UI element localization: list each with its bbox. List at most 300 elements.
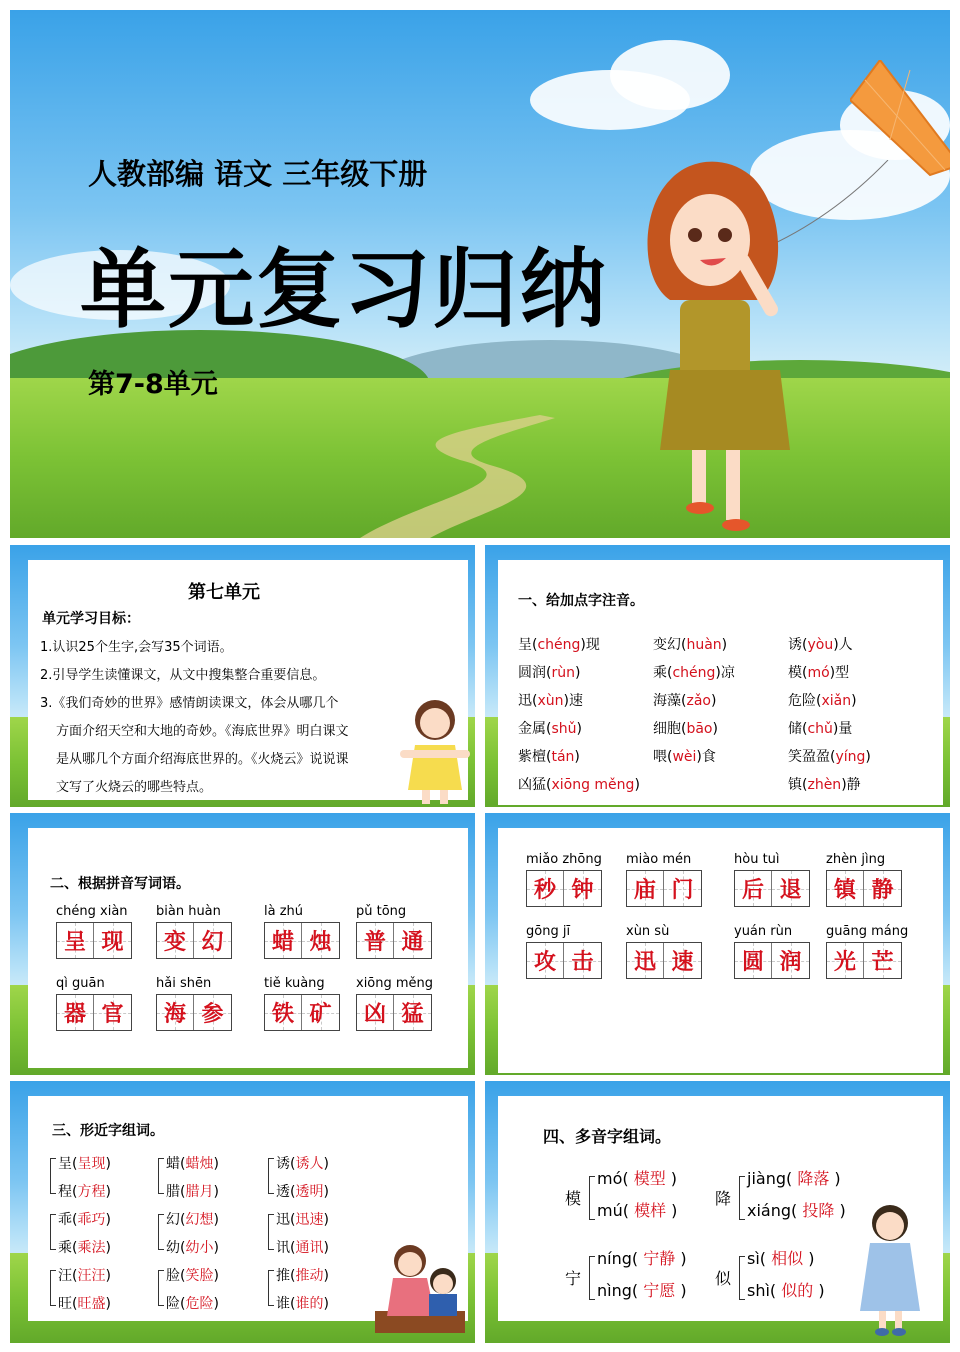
goal-line: 1.认识25个生字,会写35个词语。 <box>40 640 233 655</box>
answer-char: 退 <box>779 877 802 903</box>
goal-line: 3.《我们奇妙的世界》感情朗读课文，体会从哪几个 <box>40 696 339 711</box>
answer-word: 诱人 <box>295 1156 324 1172</box>
tianzige-box <box>626 870 702 907</box>
answer-char: 变 <box>163 929 186 955</box>
tianzige-box <box>156 922 232 959</box>
answer-char: 光 <box>833 949 856 975</box>
char-cell <box>664 871 701 906</box>
base-char: 谁 <box>276 1296 290 1312</box>
path-shape <box>340 410 600 538</box>
reading-item <box>597 1246 687 1269</box>
answer-char: 铁 <box>271 1001 294 1027</box>
paren: ( <box>769 1281 782 1300</box>
paren: ( <box>180 1268 186 1284</box>
paren: ) <box>213 1212 219 1228</box>
item-text: )静 <box>841 777 861 793</box>
item-text: 凶猛( <box>518 777 552 793</box>
char-cell <box>265 923 302 958</box>
pinyin-item <box>653 746 716 766</box>
paren: ) <box>834 1201 846 1220</box>
paren: ( <box>759 1249 772 1268</box>
tianzige-box <box>526 942 602 979</box>
goal-line: 2.引导学生读懂课文，从文中搜集整合重要信息。 <box>40 668 326 683</box>
pinyin-label: qì guān <box>56 976 105 991</box>
answer-char: 镇 <box>833 877 856 903</box>
cloud <box>610 40 730 110</box>
char-cell <box>357 923 394 958</box>
char-cell <box>627 871 664 906</box>
answer-word: 幻想 <box>185 1212 214 1228</box>
char-cell <box>94 995 131 1030</box>
goal-line: 是从哪几个方面介绍海底世界的。《火烧云》说说课 <box>56 752 349 767</box>
char-cell <box>864 871 901 906</box>
pinyin-label: pǔ tōng <box>356 904 407 919</box>
tianzige-box <box>264 922 340 959</box>
paren: ) <box>105 1240 111 1256</box>
base-char: 推 <box>276 1268 290 1284</box>
answer-word: 相似 <box>771 1249 804 1268</box>
item-text: ) <box>710 693 717 709</box>
answer-char: 攻 <box>533 949 556 975</box>
answer-char: 官 <box>101 1001 124 1027</box>
paren: ) <box>675 1249 687 1268</box>
pinyin-answer: yíng <box>835 749 866 765</box>
answer-word: 幼小 <box>185 1240 214 1256</box>
similar-item <box>166 1178 219 1206</box>
paren: ( <box>72 1212 78 1228</box>
answer-word: 乖巧 <box>77 1212 106 1228</box>
paren: ) <box>323 1156 329 1172</box>
polyphone-char: 模 <box>565 1189 582 1208</box>
answer-word: 宁静 <box>643 1249 676 1268</box>
answer-word: 方程 <box>77 1184 106 1200</box>
tianzige-box <box>156 994 232 1031</box>
answer-word: 模样 <box>634 1201 667 1220</box>
base-char: 险 <box>166 1296 180 1312</box>
char-cell <box>527 943 564 978</box>
similar-item <box>58 1262 111 1290</box>
base-char: 乘 <box>58 1240 72 1256</box>
item-text: ) <box>576 721 582 737</box>
char-cell <box>94 923 131 958</box>
pinyin-label: chéng xiàn <box>56 904 128 919</box>
reading-pinyin: xiáng <box>747 1201 792 1220</box>
answer-char: 门 <box>671 877 694 903</box>
pinyin-answer: rùn <box>551 665 575 681</box>
pinyin-answer: shǔ <box>551 721 577 737</box>
item-text: ) <box>634 777 640 793</box>
answer-word: 乘法 <box>77 1240 106 1256</box>
answer-char: 庙 <box>633 877 656 903</box>
bracket <box>589 1176 595 1220</box>
similar-item <box>58 1234 111 1262</box>
tianzige-box <box>734 870 810 907</box>
pinyin-label: xiōng měng <box>356 976 434 991</box>
answer-char: 圆 <box>741 949 764 975</box>
paren: ) <box>675 1281 687 1300</box>
bracket <box>268 1214 274 1250</box>
base-char: 幼 <box>166 1240 180 1256</box>
unit-goals-slide <box>10 545 475 807</box>
char-cell <box>864 943 901 978</box>
item-text: )食 <box>696 749 716 765</box>
answer-char: 器 <box>63 1001 86 1027</box>
item-text: 海藻( <box>653 693 687 709</box>
similar-item <box>166 1234 219 1262</box>
char-cell <box>57 995 94 1030</box>
bracket <box>589 1256 595 1300</box>
similar-item <box>276 1262 329 1290</box>
pinyin-item <box>653 662 735 682</box>
paren: ( <box>631 1249 644 1268</box>
pinyin-label: guāng máng <box>826 924 909 939</box>
cover-title: 单元复习归纳 <box>80 240 608 340</box>
paren: ( <box>791 1201 803 1220</box>
item-text: )量 <box>832 721 853 737</box>
pinyin-item <box>788 718 852 738</box>
paren: ( <box>290 1268 296 1284</box>
paren: ( <box>786 1169 798 1188</box>
answer-char: 芒 <box>871 949 894 975</box>
item-text: 模( <box>788 665 808 681</box>
polyphone-char: 似 <box>715 1269 732 1288</box>
pinyin-label: hòu tuì <box>734 852 780 867</box>
answer-char: 现 <box>101 929 124 955</box>
reading-pinyin: nìng <box>597 1281 632 1300</box>
paren: ) <box>105 1268 111 1284</box>
pinyin-label: xùn sù <box>626 924 670 939</box>
tianzige-box <box>626 942 702 979</box>
paren: ) <box>105 1184 111 1200</box>
answer-word: 汪汪 <box>77 1268 106 1284</box>
char-cell <box>564 943 601 978</box>
paren: ( <box>290 1240 296 1256</box>
polyphone-char: 宁 <box>565 1269 582 1288</box>
tianzige-box <box>356 922 432 959</box>
pinyin-item <box>653 634 727 654</box>
char-cell <box>194 995 231 1030</box>
reading-item <box>747 1198 846 1221</box>
answer-word: 透明 <box>295 1184 324 1200</box>
polyphone-char: 降 <box>715 1189 732 1208</box>
paren: ( <box>290 1212 296 1228</box>
char-cell <box>265 995 302 1030</box>
item-text: 诱( <box>788 637 808 653</box>
paren: ( <box>72 1268 78 1284</box>
pinyin-item <box>518 662 580 682</box>
char-cell <box>394 995 431 1030</box>
polyphone-slide <box>485 1081 950 1343</box>
answer-char: 速 <box>671 949 694 975</box>
item-text: 圆润( <box>518 665 552 681</box>
pinyin-label: miǎo zhōng <box>526 852 602 867</box>
paren: ) <box>666 1201 678 1220</box>
paren: ( <box>180 1240 186 1256</box>
pinyin-item <box>788 662 849 682</box>
paren: ) <box>213 1240 219 1256</box>
paren: ) <box>105 1156 111 1172</box>
similar-chars-slide <box>10 1081 475 1343</box>
base-char: 乖 <box>58 1212 72 1228</box>
pinyin-label: tiě kuàng <box>264 976 325 991</box>
base-char: 腊 <box>166 1184 180 1200</box>
char-cell <box>302 995 339 1030</box>
reading-pinyin: mó <box>597 1169 623 1188</box>
pinyin-answer: bāo <box>686 721 713 737</box>
pinyin-answer: xùn <box>537 693 564 709</box>
pinyin-label: gōng jī <box>526 924 571 939</box>
item-text: ) <box>712 721 718 737</box>
answer-char: 呈 <box>63 929 86 955</box>
item-text: )凉 <box>715 665 735 681</box>
pinyin-item <box>653 718 718 738</box>
base-char: 汪 <box>58 1268 72 1284</box>
base-char: 迅 <box>276 1212 290 1228</box>
char-cell <box>194 923 231 958</box>
char-cell <box>564 871 601 906</box>
answer-char: 幻 <box>201 929 224 955</box>
similar-item <box>166 1290 219 1318</box>
bracket <box>50 1158 56 1194</box>
exercise-heading: 四、多音字组词。 <box>543 1127 672 1146</box>
write-words-slide-2 <box>485 813 950 1075</box>
answer-word: 危险 <box>185 1296 214 1312</box>
pinyin-item <box>788 774 861 794</box>
pinyin-answer: zhèn <box>807 777 842 793</box>
answer-word: 迅速 <box>295 1212 324 1228</box>
item-text: ) <box>851 693 857 709</box>
content-card <box>498 560 943 805</box>
similar-item <box>58 1290 111 1318</box>
pinyin-answer: chéng <box>672 665 716 681</box>
paren: ( <box>622 1169 634 1188</box>
base-char: 蜡 <box>166 1156 180 1172</box>
answer-word: 宁愿 <box>643 1281 676 1300</box>
answer-char: 润 <box>779 949 802 975</box>
answer-char: 烛 <box>309 929 332 955</box>
similar-item <box>276 1178 329 1206</box>
pinyin-label: miào mén <box>626 852 692 867</box>
pinyin-answer: chǔ <box>807 721 833 737</box>
tianzige-box <box>56 922 132 959</box>
answer-word: 似的 <box>781 1281 814 1300</box>
exercise-heading: 三、形近字组词。 <box>52 1123 164 1139</box>
answer-char: 静 <box>871 877 894 903</box>
bracket <box>158 1270 164 1306</box>
exercise-heading: 二、根据拼音写词语。 <box>50 876 190 892</box>
paren: ( <box>72 1240 78 1256</box>
item-text: )人 <box>833 637 853 653</box>
content-card <box>498 828 943 1073</box>
item-text: 危险( <box>788 693 822 709</box>
exercise-heading: 一、给加点字注音。 <box>518 593 644 609</box>
char-cell <box>827 871 864 906</box>
item-text: )速 <box>563 693 583 709</box>
item-text: 呈( <box>518 637 538 653</box>
answer-word: 通讯 <box>295 1240 324 1256</box>
base-char: 幻 <box>166 1212 180 1228</box>
cover-slide <box>10 10 950 538</box>
goal-label: 单元学习目标： <box>42 611 140 627</box>
answer-word: 蜡烛 <box>185 1156 214 1172</box>
girl-sticker <box>400 695 470 805</box>
char-cell <box>157 995 194 1030</box>
bracket <box>158 1214 164 1250</box>
pinyin-answer: huàn <box>686 637 722 653</box>
paren: ( <box>72 1296 78 1312</box>
paren: ( <box>631 1281 644 1300</box>
item-text: 储( <box>788 721 808 737</box>
paren: ) <box>213 1268 219 1284</box>
bracket <box>50 1270 56 1306</box>
item-text: ) <box>865 749 871 765</box>
char-cell <box>302 923 339 958</box>
answer-word: 谁的 <box>295 1296 324 1312</box>
similar-item <box>166 1206 219 1234</box>
paren: ( <box>622 1201 635 1220</box>
pinyin-item <box>518 634 600 654</box>
teacher-student-sticker <box>365 1236 470 1336</box>
base-char: 诱 <box>276 1156 290 1172</box>
paren: ) <box>665 1169 678 1188</box>
pinyin-answer: xiǎn <box>821 693 852 709</box>
answer-word: 笑脸 <box>185 1268 214 1284</box>
paren: ) <box>323 1268 329 1284</box>
similar-item <box>276 1150 329 1178</box>
reading-pinyin: níng <box>597 1249 632 1268</box>
similar-item <box>276 1290 329 1318</box>
pinyin-label: yuán rùn <box>734 924 793 939</box>
bracket <box>50 1214 56 1250</box>
item-text: ) <box>574 749 580 765</box>
pinyin-label: là zhú <box>264 904 304 919</box>
item-text: 变幻( <box>653 637 687 653</box>
pinyin-answer: zǎo <box>686 693 711 709</box>
char-cell <box>527 871 564 906</box>
item-text: 紫檀( <box>518 749 552 765</box>
goal-line: 方面介绍天空和大地的奇妙。《海底世界》明白课文 <box>56 724 349 739</box>
paren: ( <box>180 1156 186 1172</box>
answer-char: 钟 <box>571 877 594 903</box>
answer-char: 迅 <box>633 949 656 975</box>
answer-word: 模型 <box>633 1169 666 1188</box>
answer-word: 呈现 <box>77 1156 106 1172</box>
paren: ( <box>72 1184 78 1200</box>
pinyin-answer: mó <box>807 665 830 681</box>
base-char: 脸 <box>166 1268 180 1284</box>
bracket <box>268 1158 274 1194</box>
char-cell <box>664 943 701 978</box>
answer-word: 降落 <box>797 1169 830 1188</box>
answer-char: 普 <box>363 929 386 955</box>
bracket <box>739 1256 745 1300</box>
pinyin-item <box>788 690 857 710</box>
answer-word: 旺盛 <box>77 1296 106 1312</box>
paren: ) <box>213 1156 219 1172</box>
item-text: )型 <box>829 665 850 681</box>
paren: ( <box>290 1296 296 1312</box>
pinyin-label: biàn huàn <box>156 904 221 919</box>
char-cell <box>735 943 772 978</box>
answer-char: 蜡 <box>271 929 294 955</box>
unit-heading: 第七单元 <box>188 582 260 603</box>
pinyin-item <box>788 634 853 654</box>
reading-item <box>747 1166 841 1189</box>
tianzige-box <box>826 870 902 907</box>
tianzige-box <box>526 870 602 907</box>
tianzige-box <box>264 994 340 1031</box>
reading-pinyin: mú <box>597 1201 623 1220</box>
answer-char: 海 <box>163 1001 186 1027</box>
tianzige-box <box>56 994 132 1031</box>
reading-item <box>597 1166 677 1189</box>
pinyin-label: hǎi shēn <box>156 976 212 991</box>
paren: ( <box>180 1212 186 1228</box>
item-text: 迅( <box>518 693 538 709</box>
item-text: )现 <box>580 637 600 653</box>
tianzige-box <box>826 942 902 979</box>
pinyin-label: zhèn jìng <box>826 852 886 867</box>
reading-pinyin: jiàng <box>747 1169 786 1188</box>
item-text: 细胞( <box>653 721 687 737</box>
char-cell <box>627 943 664 978</box>
tianzige-box <box>356 994 432 1031</box>
pinyin-item <box>653 690 716 710</box>
girl-sticker <box>855 1201 925 1341</box>
pinyin-answer: wèi <box>672 749 697 765</box>
char-cell <box>157 923 194 958</box>
answer-char: 击 <box>571 949 594 975</box>
item-text: 笑盈盈( <box>788 749 836 765</box>
answer-word: 投降 <box>802 1201 835 1220</box>
char-cell <box>735 871 772 906</box>
pinyin-item <box>788 746 871 766</box>
answer-char: 凶 <box>363 1001 386 1027</box>
char-cell <box>827 943 864 978</box>
paren: ) <box>213 1184 219 1200</box>
tianzige-box <box>734 942 810 979</box>
answer-word: 推动 <box>295 1268 324 1284</box>
pinyin-answer: xiōng měng <box>551 777 635 793</box>
answer-char: 后 <box>741 877 764 903</box>
char-cell <box>57 923 94 958</box>
answer-char: 通 <box>401 929 424 955</box>
pinyin-answer: tán <box>551 749 575 765</box>
answer-char: 秒 <box>533 877 556 903</box>
write-words-slide <box>10 813 475 1075</box>
reading-item <box>747 1246 814 1269</box>
char-cell <box>357 995 394 1030</box>
similar-item <box>58 1206 111 1234</box>
bracket <box>739 1176 745 1220</box>
answer-char: 猛 <box>401 1001 424 1027</box>
base-char: 讯 <box>276 1240 290 1256</box>
paren: ) <box>105 1296 111 1312</box>
paren: ) <box>323 1296 329 1312</box>
similar-item <box>276 1234 329 1262</box>
answer-word: 腊月 <box>185 1184 214 1200</box>
base-char: 程 <box>58 1184 72 1200</box>
cover-subtitle: 人教部编 语文 三年级下册 <box>88 157 428 191</box>
base-char: 旺 <box>58 1296 72 1312</box>
char-cell <box>394 923 431 958</box>
pinyin-item <box>518 774 640 794</box>
pinyin-slide <box>485 545 950 807</box>
answer-char: 参 <box>201 1001 224 1027</box>
reading-pinyin: shì <box>747 1281 770 1300</box>
item-text: ) <box>721 637 728 653</box>
paren: ) <box>803 1249 815 1268</box>
